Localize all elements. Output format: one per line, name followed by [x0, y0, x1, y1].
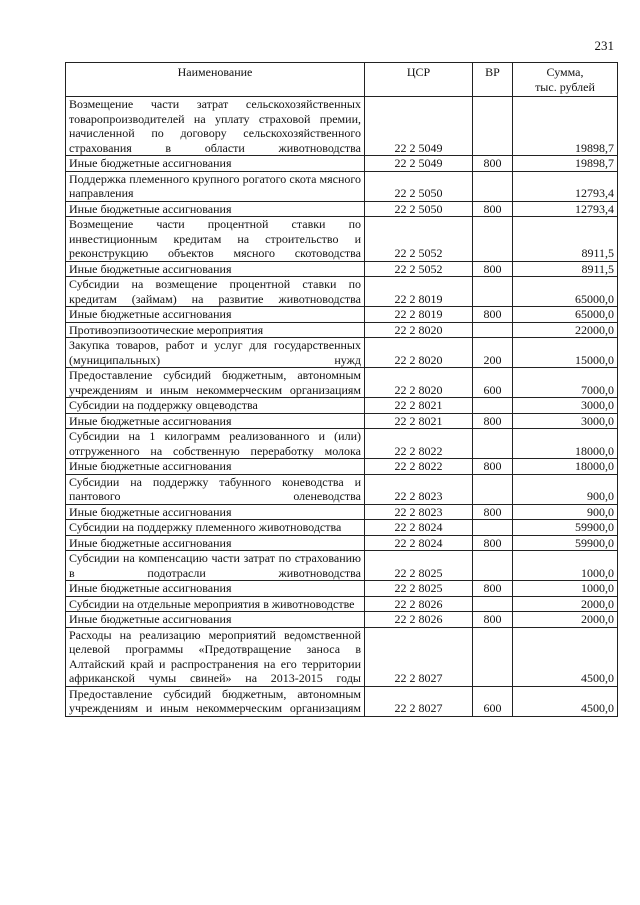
table-row [66, 581, 618, 597]
cell-csr: 22 2 8020 [365, 338, 473, 368]
cell-vr [473, 627, 513, 686]
table-row [66, 277, 618, 307]
header-sum [513, 63, 618, 97]
cell-csr: 22 2 8026 [365, 612, 473, 628]
cell-csr: 22 2 8022 [365, 429, 473, 459]
cell-csr: 22 2 5050 [365, 201, 473, 217]
cell-sum: 4500,0 [513, 627, 618, 686]
table-row [66, 612, 618, 628]
cell-name: Иные бюджетные ассигнования [66, 413, 365, 429]
cell-vr [473, 429, 513, 459]
cell-sum: 15000,0 [513, 338, 618, 368]
cell-csr: 22 2 8021 [365, 413, 473, 429]
cell-sum: 2000,0 [513, 612, 618, 628]
table-row [66, 338, 618, 368]
cell-vr [473, 596, 513, 612]
cell-vr: 800 [473, 156, 513, 172]
table-header-row [66, 63, 618, 97]
cell-sum: 8911,5 [513, 261, 618, 277]
table-row [66, 504, 618, 520]
cell-sum: 18000,0 [513, 459, 618, 475]
cell-csr: 22 2 8023 [365, 504, 473, 520]
header-vr: ВР [473, 63, 513, 97]
cell-sum: 900,0 [513, 504, 618, 520]
cell-vr [473, 277, 513, 307]
cell-vr: 800 [473, 201, 513, 217]
cell-name: Субсидии на поддержку табунного коневодства и пантового оленеводства [66, 474, 365, 504]
cell-csr: 22 2 8022 [365, 459, 473, 475]
cell-sum: 3000,0 [513, 413, 618, 429]
table-row [66, 201, 618, 217]
cell-sum: 65000,0 [513, 277, 618, 307]
cell-name: Иные бюджетные ассигнования [66, 612, 365, 628]
cell-csr: 22 2 8026 [365, 596, 473, 612]
header-sum-line1: Сумма, [546, 65, 584, 79]
cell-sum: 3000,0 [513, 398, 618, 414]
cell-csr: 22 2 5050 [365, 171, 473, 201]
cell-csr: 22 2 8027 [365, 686, 473, 716]
table-row [66, 307, 618, 323]
cell-vr: 600 [473, 368, 513, 398]
cell-sum: 65000,0 [513, 307, 618, 323]
cell-name: Поддержка племенного крупного рогатого скота мясного направления [66, 171, 365, 201]
cell-vr: 800 [473, 612, 513, 628]
cell-csr: 22 2 8020 [365, 322, 473, 338]
cell-name: Субсидии на поддержку овцеводства [66, 398, 365, 414]
page-number: 231 [594, 38, 614, 53]
table-row [66, 596, 618, 612]
cell-sum: 18000,0 [513, 429, 618, 459]
table-body [66, 97, 618, 717]
cell-vr [473, 97, 513, 156]
cell-sum: 8911,5 [513, 217, 618, 262]
cell-vr [473, 217, 513, 262]
cell-name: Субсидии на отдельные мероприятия в животноводстве [66, 596, 365, 612]
table-row [66, 551, 618, 581]
cell-sum: 2000,0 [513, 596, 618, 612]
cell-vr: 200 [473, 338, 513, 368]
table-row [66, 368, 618, 398]
table-row [66, 459, 618, 475]
table-row [66, 413, 618, 429]
cell-name: Иные бюджетные ассигнования [66, 261, 365, 277]
cell-sum: 59900,0 [513, 535, 618, 551]
budget-table [65, 62, 618, 717]
table-row [66, 520, 618, 536]
cell-name: Иные бюджетные ассигнования [66, 459, 365, 475]
cell-name: Субсидии на компенсацию части затрат по страхованию в подотрасли животноводства [66, 551, 365, 581]
cell-name: Субсидии на 1 килограмм реализованного и (или) отгруженного на собственную переработку молока [66, 429, 365, 459]
cell-sum: 1000,0 [513, 581, 618, 597]
cell-name: Субсидии на поддержку племенного животноводства [66, 520, 365, 536]
cell-csr: 22 2 8019 [365, 277, 473, 307]
cell-name: Иные бюджетные ассигнования [66, 504, 365, 520]
cell-csr: 22 2 5049 [365, 97, 473, 156]
cell-sum: 19898,7 [513, 97, 618, 156]
cell-sum: 59900,0 [513, 520, 618, 536]
cell-vr: 800 [473, 413, 513, 429]
cell-name: Предоставление субсидий бюджетным, автономным учреждениям и иным некоммерческим организациям [66, 368, 365, 398]
cell-name: Иные бюджетные ассигнования [66, 307, 365, 323]
cell-name: Иные бюджетные ассигнования [66, 581, 365, 597]
cell-sum: 19898,7 [513, 156, 618, 172]
cell-name: Противоэпизоотические мероприятия [66, 322, 365, 338]
cell-sum: 900,0 [513, 474, 618, 504]
cell-csr: 22 2 8024 [365, 535, 473, 551]
cell-sum: 12793,4 [513, 171, 618, 201]
cell-name: Иные бюджетные ассигнования [66, 156, 365, 172]
cell-sum: 1000,0 [513, 551, 618, 581]
header-name: Наименование [66, 63, 365, 97]
cell-name: Иные бюджетные ассигнования [66, 201, 365, 217]
table-row [66, 429, 618, 459]
table-row [66, 535, 618, 551]
cell-csr: 22 2 8023 [365, 474, 473, 504]
cell-csr: 22 2 8025 [365, 551, 473, 581]
cell-csr: 22 2 8019 [365, 307, 473, 323]
cell-csr: 22 2 8027 [365, 627, 473, 686]
table-row [66, 474, 618, 504]
cell-csr: 22 2 8024 [365, 520, 473, 536]
table-row [66, 97, 618, 156]
cell-name: Возмещение части затрат сельскохозяйственных товаропроизводителей на уплату страховой премии, начисленной по договору сельскохозяйственного страхования в области животноводства [66, 97, 365, 156]
cell-name: Иные бюджетные ассигнования [66, 535, 365, 551]
table-row [66, 627, 618, 686]
header-csr: ЦСР [365, 63, 473, 97]
cell-csr: 22 2 5052 [365, 261, 473, 277]
cell-csr: 22 2 8020 [365, 368, 473, 398]
table-row [66, 322, 618, 338]
cell-sum: 7000,0 [513, 368, 618, 398]
cell-vr [473, 520, 513, 536]
cell-vr [473, 551, 513, 581]
header-sum-line2: тыс. рублей [535, 79, 595, 94]
cell-name: Возмещение части процентной ставки по инвестиционным кредитам на строительство и реконструкцию объектов мясного скотоводства [66, 217, 365, 262]
cell-name: Закупка товаров, работ и услуг для государственных (муниципальных) нужд [66, 338, 365, 368]
cell-csr: 22 2 5049 [365, 156, 473, 172]
table-row [66, 686, 618, 716]
cell-name: Расходы на реализацию мероприятий ведомственной целевой программы «Предотвращение заноса в Алтайский край и распространения на его территории африканской чумы свиней» на 2013-2015 годы [66, 627, 365, 686]
cell-vr: 800 [473, 459, 513, 475]
cell-name: Субсидии на возмещение процентной ставки по кредитам (займам) на развитие животноводства [66, 277, 365, 307]
table-row [66, 261, 618, 277]
table-row [66, 171, 618, 201]
cell-vr [473, 322, 513, 338]
cell-vr [473, 398, 513, 414]
cell-csr: 22 2 8025 [365, 581, 473, 597]
cell-sum: 12793,4 [513, 201, 618, 217]
cell-vr [473, 474, 513, 504]
cell-vr: 600 [473, 686, 513, 716]
cell-vr: 800 [473, 535, 513, 551]
cell-vr: 800 [473, 261, 513, 277]
table-row [66, 156, 618, 172]
cell-sum: 22000,0 [513, 322, 618, 338]
cell-sum: 4500,0 [513, 686, 618, 716]
cell-csr: 22 2 8021 [365, 398, 473, 414]
cell-vr: 800 [473, 307, 513, 323]
cell-csr: 22 2 5052 [365, 217, 473, 262]
cell-vr [473, 171, 513, 201]
table-row [66, 217, 618, 262]
cell-vr: 800 [473, 581, 513, 597]
cell-name: Предоставление субсидий бюджетным, автономным учреждениям и иным некоммерческим организациям [66, 686, 365, 716]
table-row [66, 398, 618, 414]
cell-vr: 800 [473, 504, 513, 520]
